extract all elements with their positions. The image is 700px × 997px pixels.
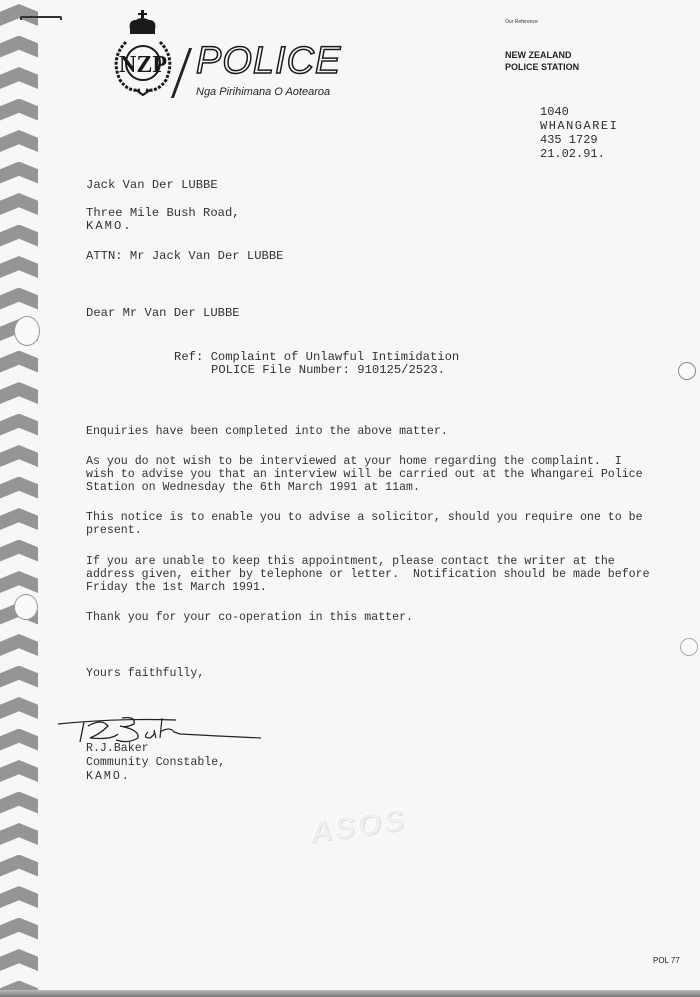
binding-chevron [0, 729, 38, 751]
recipient-name: Jack Van Der LUBBE [86, 178, 218, 192]
station-line-1: NEW ZEALAND [505, 50, 572, 60]
sender-box-number: 1040 [540, 105, 569, 119]
binding-chevron [0, 886, 38, 908]
punch-hole [14, 594, 38, 620]
paragraph-4-line-3: Friday the 1st March 1991. [86, 581, 267, 594]
punch-hole [678, 362, 696, 380]
valediction: Yours faithfully, [86, 667, 205, 680]
paragraph-4-line-2: address given, either by telephone or letter. Notification should be made before [86, 568, 650, 581]
station-heading [505, 49, 579, 73]
binding-chevron [0, 508, 38, 530]
signer-title: Community Constable, [86, 756, 226, 769]
binding-chevron [0, 918, 38, 940]
paragraph-5: Thank you for your co-operation in this matter. [86, 611, 413, 624]
page-bottom-edge [0, 990, 700, 997]
letter-date: 21.02.91. [540, 147, 605, 161]
paragraph-2-line-1: As you do not wish to be interviewed at your home regarding the complaint. I [86, 455, 622, 468]
binding-chevron [0, 445, 38, 467]
paragraph-2-line-3: Station on Wednesday the 6th March 1991 at 11am. [86, 481, 420, 494]
paragraph-1: Enquiries have been completed into the above matter. [86, 425, 448, 438]
binding-chevron [0, 477, 38, 499]
signer-location: KAMO. [86, 770, 131, 783]
binding-chevron [0, 256, 38, 278]
binding-chevron [0, 67, 38, 89]
recipient-street: Three Mile Bush Road, [86, 206, 240, 220]
embossed-mark: ASOS [308, 803, 409, 850]
sender-town: WHANGAREI [540, 119, 619, 133]
staple-mark [20, 16, 62, 20]
svg-text:NZP: NZP [119, 52, 167, 78]
binding-chevron [0, 4, 38, 26]
binding-chevron [0, 382, 38, 404]
binding-chevron [0, 760, 38, 782]
sender-address [540, 105, 618, 161]
sender-phone: 435 1729 [540, 133, 598, 147]
recipient-attn: ATTN: Mr Jack Van Der LUBBE [86, 249, 284, 263]
binding-chevron [0, 414, 38, 436]
paragraph-3-line-1: This notice is to enable you to advise a solicitor, should you require one to be [86, 511, 643, 524]
form-code: POL 77 [653, 956, 680, 965]
station-line-2: POLICE STATION [505, 62, 580, 72]
recipient-town: KAMO. [86, 219, 133, 233]
binding-chevron [0, 823, 38, 845]
punch-hole [14, 316, 40, 346]
binding-chevron [0, 697, 38, 719]
nz-police-crest-icon [108, 8, 178, 98]
salutation: Dear Mr Van Der LUBBE [86, 306, 240, 320]
punch-hole [680, 638, 698, 656]
police-logo-wordmark: POLICE [196, 40, 342, 82]
binding-chevron [0, 130, 38, 152]
binding-chevron [0, 540, 38, 562]
binding-chevron [0, 99, 38, 121]
reference-subject: Ref: Complaint of Unlawful Intimidation [174, 350, 460, 364]
binding-chevron [0, 225, 38, 247]
paragraph-2-line-2: wish to advise you that an interview will be carried out at the Whangarei Police [86, 468, 643, 481]
our-reference-label: Our Reference [505, 19, 538, 25]
paragraph-3-line-2: present. [86, 524, 142, 537]
binding-chevron [0, 162, 38, 184]
police-logo-subtitle: Nga Pirihimana O Aotearoa [196, 86, 331, 98]
binding-chevron [0, 855, 38, 877]
binding-chevron [0, 351, 38, 373]
binding-chevron [0, 36, 38, 58]
binding-chevron [0, 193, 38, 215]
binding-chevron [0, 949, 38, 971]
binding-chevron [0, 666, 38, 688]
paragraph-4-line-1: If you are unable to keep this appointment, please contact the writer at the [86, 555, 615, 568]
binding-chevron [0, 634, 38, 656]
binding-chevron [0, 288, 38, 310]
binding-chevron [0, 792, 38, 814]
binding-chevron [0, 571, 38, 593]
signer-name: R.J.Baker [86, 742, 149, 755]
reference-file-number: POLICE File Number: 910125/2523. [211, 363, 446, 377]
